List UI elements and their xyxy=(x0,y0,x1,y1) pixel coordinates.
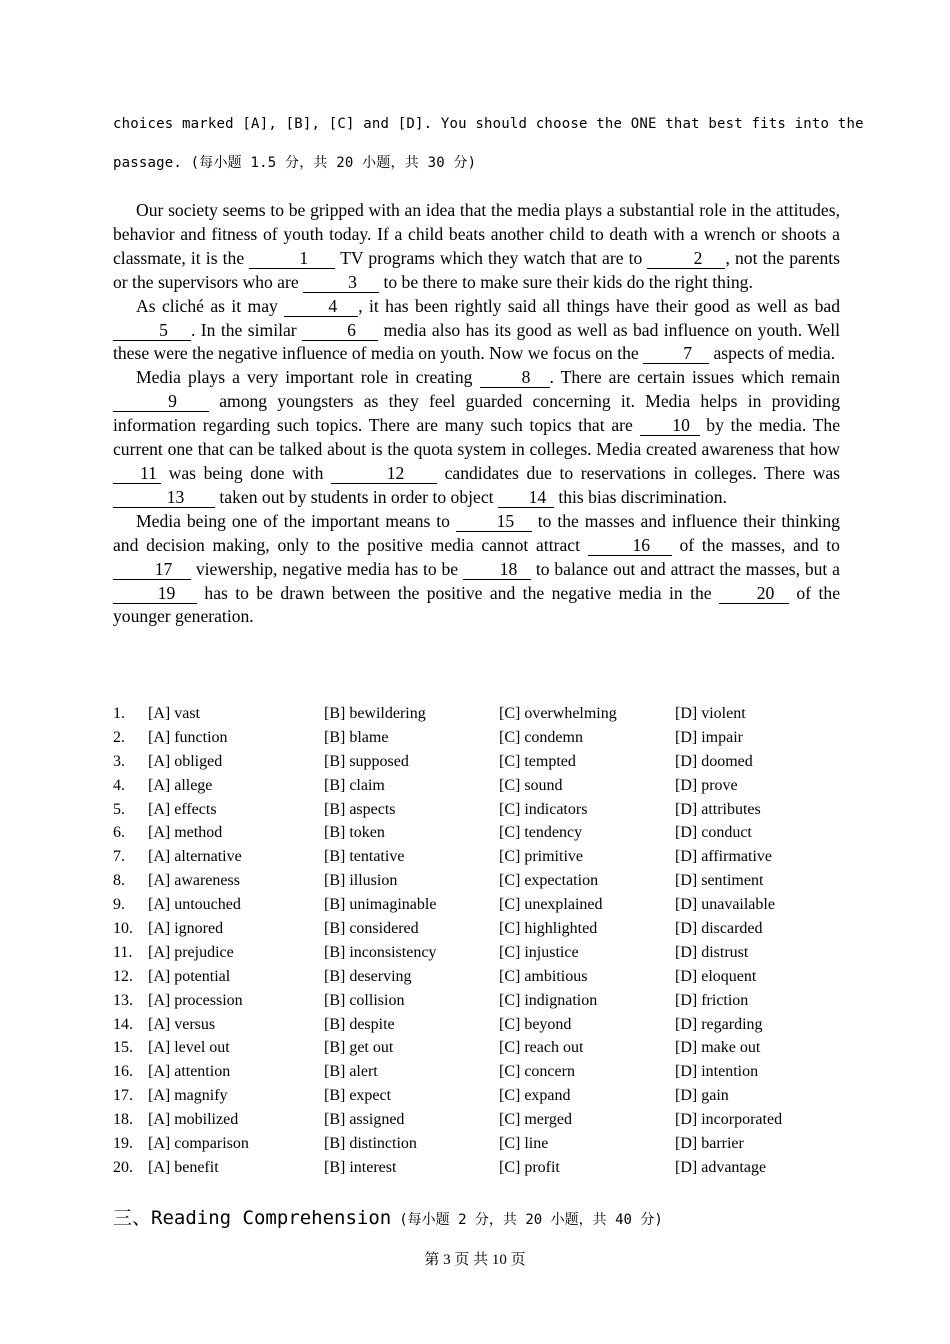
passage-text: As cliché as it may xyxy=(136,295,285,316)
option-b: [B] get out xyxy=(324,1039,394,1057)
option-a: [A] ignored xyxy=(148,920,224,938)
option-b: [B] unimaginable xyxy=(324,896,437,914)
option-d: [D] attributes xyxy=(675,800,761,818)
question-number: 14. xyxy=(113,1015,133,1033)
option-row xyxy=(113,941,840,965)
question-number: 19. xyxy=(113,1135,133,1153)
option-row xyxy=(113,774,840,798)
option-a: [A] untouched xyxy=(148,896,241,914)
option-a: [A] procession xyxy=(148,991,243,1009)
option-c: [C] concern xyxy=(499,1063,575,1081)
blank-6: 6 xyxy=(302,321,378,341)
instructions-line-1: choices marked [A], [B], [C] and [D]. You should choose the ONE that best fits into the xyxy=(113,116,864,132)
blank-5: 5 xyxy=(113,321,191,341)
option-b: [B] assigned xyxy=(324,1111,405,1129)
option-d: [D] conduct xyxy=(675,824,752,842)
option-b: [B] alert xyxy=(324,1063,378,1081)
option-a: [A] vast xyxy=(148,705,200,722)
option-d: [D] doomed xyxy=(675,752,753,770)
blank-14: 14 xyxy=(498,488,554,508)
passage-text: candidates due to reservations in colleges. There was xyxy=(436,462,840,483)
option-b: [B] expect xyxy=(324,1087,392,1105)
question-number: 15. xyxy=(113,1039,133,1057)
option-row xyxy=(113,798,840,822)
option-row xyxy=(113,965,840,989)
option-d: [D] eloquent xyxy=(675,967,757,985)
option-b: [B] inconsistency xyxy=(324,943,437,961)
question-number: 11. xyxy=(113,943,133,961)
option-b: [B] collision xyxy=(324,991,405,1009)
option-a: [A] attention xyxy=(148,1063,231,1081)
option-c: [C] indignation xyxy=(499,991,598,1009)
section-title: 三、Reading Comprehension xyxy=(113,1207,392,1229)
passage-text: was being done with xyxy=(161,462,331,483)
blank-2: 2 xyxy=(647,249,725,269)
option-c: [C] indicators xyxy=(499,800,588,818)
passage-text: has to be drawn between the positive and the negative media in the xyxy=(197,582,720,603)
question-number: 13. xyxy=(113,991,133,1009)
passage-text: , not the parents or the supervisors who are xyxy=(113,247,841,292)
answer-options-list xyxy=(113,702,840,1180)
option-row xyxy=(113,1036,840,1060)
option-a: [A] magnify xyxy=(148,1087,228,1105)
blank-18: 18 xyxy=(463,560,531,580)
option-c: [C] injustice xyxy=(499,943,579,961)
question-number: 6. xyxy=(113,824,125,842)
option-b: [B] token xyxy=(324,824,385,842)
passage-text: . In the similar xyxy=(191,319,303,340)
passage-text: media also has its good as well as bad influence on youth. Well these were the negative influence of media on youth. Now we focus on the xyxy=(113,319,840,364)
blank-13: 13 xyxy=(113,488,215,508)
passage-text: among youngsters as they feel guarded concerning it. Media helps in providing information regarding such topics. There are many such topics that are xyxy=(113,391,840,436)
passage-text: . There are certain issues which remain xyxy=(549,367,840,388)
option-row xyxy=(113,1156,840,1180)
option-row xyxy=(113,893,840,917)
question-number: 1. xyxy=(113,705,125,722)
passage-text: this bias discrimination. xyxy=(553,486,727,507)
question-number: 9. xyxy=(113,896,125,914)
option-a: [A] mobilized xyxy=(148,1111,239,1129)
option-a: [A] method xyxy=(148,824,223,842)
question-number: 17. xyxy=(113,1087,133,1105)
option-b: [B] illusion xyxy=(324,872,398,890)
blank-1: 1 xyxy=(249,249,335,269)
option-d: [D] impair xyxy=(675,728,743,746)
option-d: [D] gain xyxy=(675,1087,729,1105)
blank-10: 10 xyxy=(640,416,700,436)
option-row xyxy=(113,869,840,893)
page-footer: 第 3 页 共 10 页 xyxy=(424,1252,526,1268)
blank-12: 12 xyxy=(331,464,437,484)
question-number: 16. xyxy=(113,1063,133,1081)
option-row xyxy=(113,750,840,774)
option-a: [A] benefit xyxy=(148,1158,219,1176)
passage-text: taken out by students in order to object xyxy=(215,486,498,507)
section-score-note: (每小题 2 分，共 20 小题，共 40 分) xyxy=(399,1212,663,1228)
option-c: [C] highlighted xyxy=(499,920,598,938)
option-c: [C] ambitious xyxy=(499,967,588,985)
option-c: [C] profit xyxy=(499,1158,560,1176)
option-b: [B] aspects xyxy=(324,800,396,818)
option-c: [C] primitive xyxy=(499,848,583,866)
blank-8: 8 xyxy=(480,368,550,388)
question-number: 7. xyxy=(113,848,125,866)
blank-19: 19 xyxy=(113,584,197,604)
paragraph-2 xyxy=(113,295,840,367)
option-row xyxy=(113,1060,840,1084)
passage-text: viewership, negative media has to be xyxy=(191,558,463,579)
option-b: [B] distinction xyxy=(324,1135,417,1153)
option-b: [B] tentative xyxy=(324,848,405,866)
blank-7: 7 xyxy=(643,344,709,364)
option-a: [A] obliged xyxy=(148,752,223,770)
option-row xyxy=(113,1084,840,1108)
paragraph-4 xyxy=(113,510,840,630)
option-d: [D] incorporated xyxy=(675,1111,783,1129)
option-c: [C] merged xyxy=(499,1111,573,1129)
option-row xyxy=(113,1132,840,1156)
option-c: [C] sound xyxy=(499,776,563,794)
option-d: [D] prove xyxy=(675,776,738,794)
option-b: [B] deserving xyxy=(324,967,412,985)
option-c: [C] reach out xyxy=(499,1039,584,1057)
option-d: [D] barrier xyxy=(675,1135,744,1153)
section-heading xyxy=(113,1203,663,1230)
option-a: [A] level out xyxy=(148,1039,230,1057)
option-c: [C] beyond xyxy=(499,1015,572,1033)
passage-text: Media plays a very important role in creating xyxy=(136,367,480,388)
option-a: [A] comparison xyxy=(148,1135,249,1153)
option-b: [B] interest xyxy=(324,1158,397,1176)
option-d: [D] friction xyxy=(675,991,749,1009)
option-row xyxy=(113,1108,840,1132)
option-b: [B] despite xyxy=(324,1015,395,1033)
passage-text: of the younger generation. xyxy=(113,582,840,627)
passage-text: to be there to make sure their kids do the right thing. xyxy=(379,271,753,292)
blank-9: 9 xyxy=(113,392,209,412)
question-number: 18. xyxy=(113,1111,133,1129)
paragraph-3 xyxy=(113,366,840,509)
blank-11: 11 xyxy=(113,464,161,484)
passage-text: TV programs which they watch that are to xyxy=(335,247,648,268)
question-number: 2. xyxy=(113,728,125,746)
option-a: [A] versus xyxy=(148,1015,216,1033)
blank-16: 16 xyxy=(588,536,672,556)
option-c: [C] tempted xyxy=(499,752,576,770)
option-row xyxy=(113,989,840,1013)
passage-text: , it has been rightly said all things have their good as well as bad xyxy=(358,295,840,316)
blank-20: 20 xyxy=(719,584,789,604)
passage-text: to the masses and influence their thinking and decision making, only to the positive media cannot attract xyxy=(113,510,840,555)
question-number: 3. xyxy=(113,752,125,770)
option-d: [D] advantage xyxy=(675,1158,767,1176)
option-d: [D] discarded xyxy=(675,920,763,938)
option-b: [B] blame xyxy=(324,728,389,746)
option-c: [C] tendency xyxy=(499,824,583,842)
passage-text: aspects of media. xyxy=(709,343,836,364)
question-number: 20. xyxy=(113,1158,133,1176)
option-c: [C] overwhelming xyxy=(499,705,617,722)
option-d: [D] intention xyxy=(675,1063,759,1081)
option-d: [D] make out xyxy=(675,1039,761,1057)
option-d: [D] sentiment xyxy=(675,872,764,890)
option-a: [A] alternative xyxy=(148,848,242,866)
option-row xyxy=(113,1013,840,1037)
question-number: 5. xyxy=(113,800,125,818)
blank-17: 17 xyxy=(113,560,191,580)
option-d: [D] affirmative xyxy=(675,848,772,866)
option-d: [D] violent xyxy=(675,705,746,722)
passage-text: Our society seems to be gripped with an idea that the media plays a substantial role in the attitudes, behavior and fitness of youth today. If a child beats another child to death with a wrench or shoots a classmate, it is the xyxy=(113,200,840,268)
option-a: [A] awareness xyxy=(148,872,240,890)
question-number: 4. xyxy=(113,776,125,794)
option-a: [A] allege xyxy=(148,776,213,794)
option-row xyxy=(113,845,840,869)
option-row xyxy=(113,821,840,845)
option-a: [A] potential xyxy=(148,967,231,985)
option-b: [B] supposed xyxy=(324,752,409,770)
passage-text: Media being one of the important means to xyxy=(136,510,456,531)
option-b: [B] bewildering xyxy=(324,705,426,722)
option-c: [C] condemn xyxy=(499,728,583,746)
option-c: [C] line xyxy=(499,1135,549,1153)
question-number: 8. xyxy=(113,872,125,890)
option-b: [B] considered xyxy=(324,920,419,938)
option-a: [A] prejudice xyxy=(148,943,234,961)
option-row xyxy=(113,917,840,941)
option-c: [C] expectation xyxy=(499,872,599,890)
blank-15: 15 xyxy=(456,512,532,532)
cloze-passage xyxy=(113,199,840,629)
option-a: [A] effects xyxy=(148,800,217,818)
option-c: [C] unexplained xyxy=(499,896,603,914)
option-b: [B] claim xyxy=(324,776,385,794)
instructions-line-2: passage. (每小题 1.5 分，共 20 小题，共 30 分) xyxy=(113,155,477,171)
question-number: 12. xyxy=(113,967,133,985)
option-d: [D] regarding xyxy=(675,1015,763,1033)
passage-text: of the masses, and to xyxy=(671,534,840,555)
blank-3: 3 xyxy=(303,273,379,293)
option-row xyxy=(113,702,840,726)
paragraph-1 xyxy=(113,199,840,295)
question-number: 10. xyxy=(113,920,133,938)
option-d: [D] unavailable xyxy=(675,896,775,914)
option-row xyxy=(113,726,840,750)
option-a: [A] function xyxy=(148,728,228,746)
option-c: [C] expand xyxy=(499,1087,571,1105)
passage-text: to balance out and attract the masses, but a xyxy=(530,558,840,579)
passage-text: by the media. The current one that can be talked about is the quota system in colleges. Media created awareness that how xyxy=(113,415,841,460)
blank-4: 4 xyxy=(284,297,358,317)
option-d: [D] distrust xyxy=(675,943,749,961)
